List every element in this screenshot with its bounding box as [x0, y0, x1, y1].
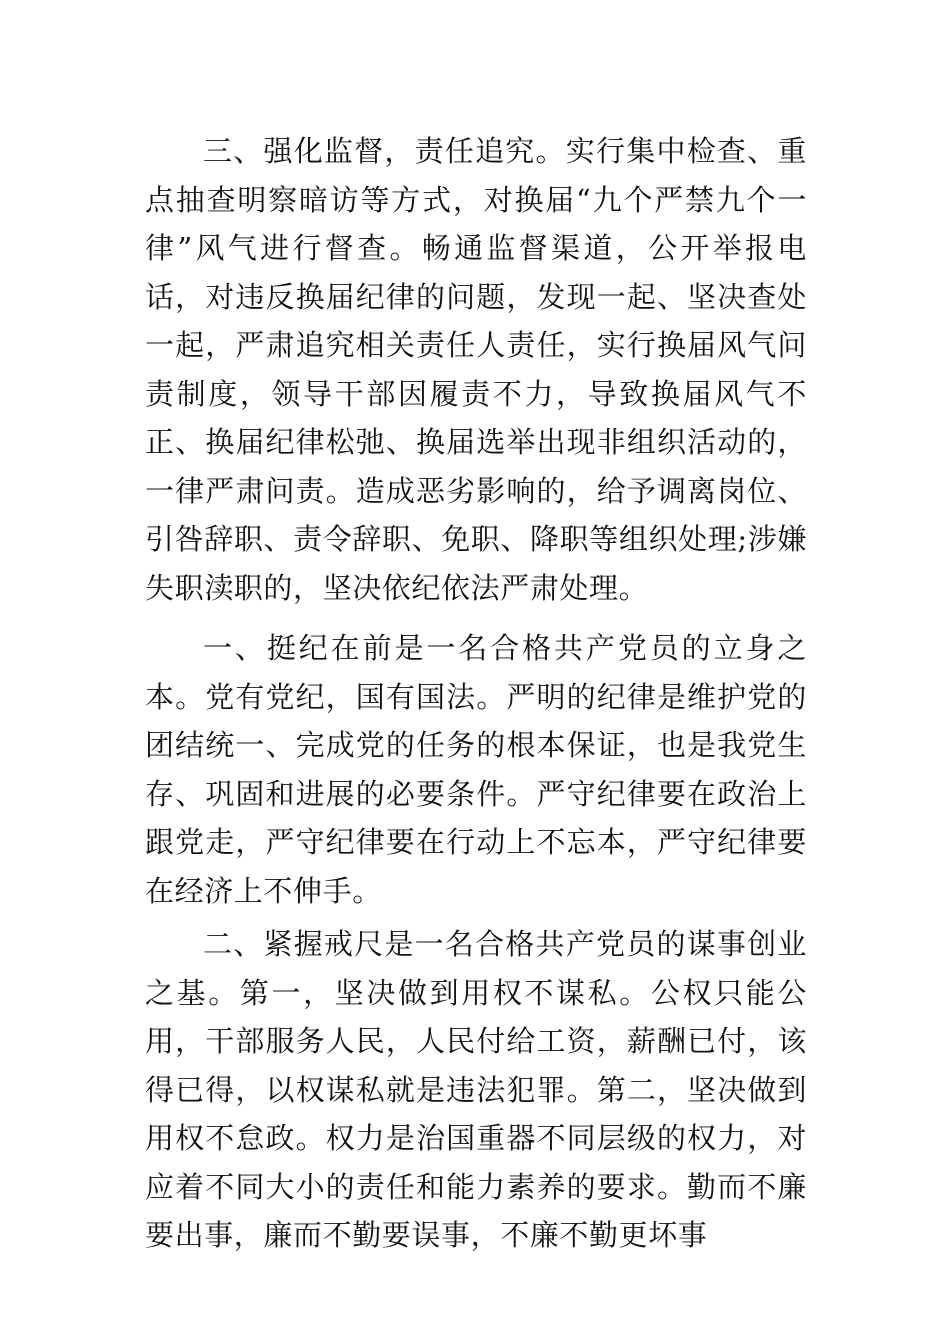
paragraph-supervision: 三、强化监督，责任追究。实行集中检查、重点抽查明察暗访等方式，对换届“九个严禁九个一律”风气进行督查。畅通监督渠道，公开举报电话，对违反换届纪律的问题，发现一起、坚决查处一起，严肃追究相关责任人责任，实行换届风气问责制度，领导干部因履责不力，导致换届风气不正、换届纪律松弛、换届选举出现非组织活动的，一律严肃问责。造成恶劣影响的，给予调离岗位、引咎辞职、责令辞职、免职、降职等组织处理;涉嫌失职渎职的，坚决依纪依法严肃处理。 — [145, 134, 807, 605]
paragraph-discipline-first: 一、挺纪在前是一名合格共产党员的立身之本。党有党纪，国有国法。严明的纪律是维护党的团结统一、完成党的任务的根本保证，也是我党生存、巩固和进展的必要条件。严守纪律要在政治上跟党走，严守纪律要在行动上不忘本，严守纪律要在经济上不伸手。 — [145, 631, 807, 908]
paragraph-ruler: 二、紧握戒尺是一名合格共产党员的谋事创业之基。第一，坚决做到用权不谋私。公权只能公用，干部服务人民，人民付给工资，薪酬已付，该得已得，以权谋私就是违法犯罪。第二，坚决做到用权不怠政。权力是治国重器不同层级的权力，对应着不同大小的责任和能力素养的要求。勤而不廉要出事，廉而不勤要误事，不廉不勤更坏事 — [145, 927, 807, 1252]
